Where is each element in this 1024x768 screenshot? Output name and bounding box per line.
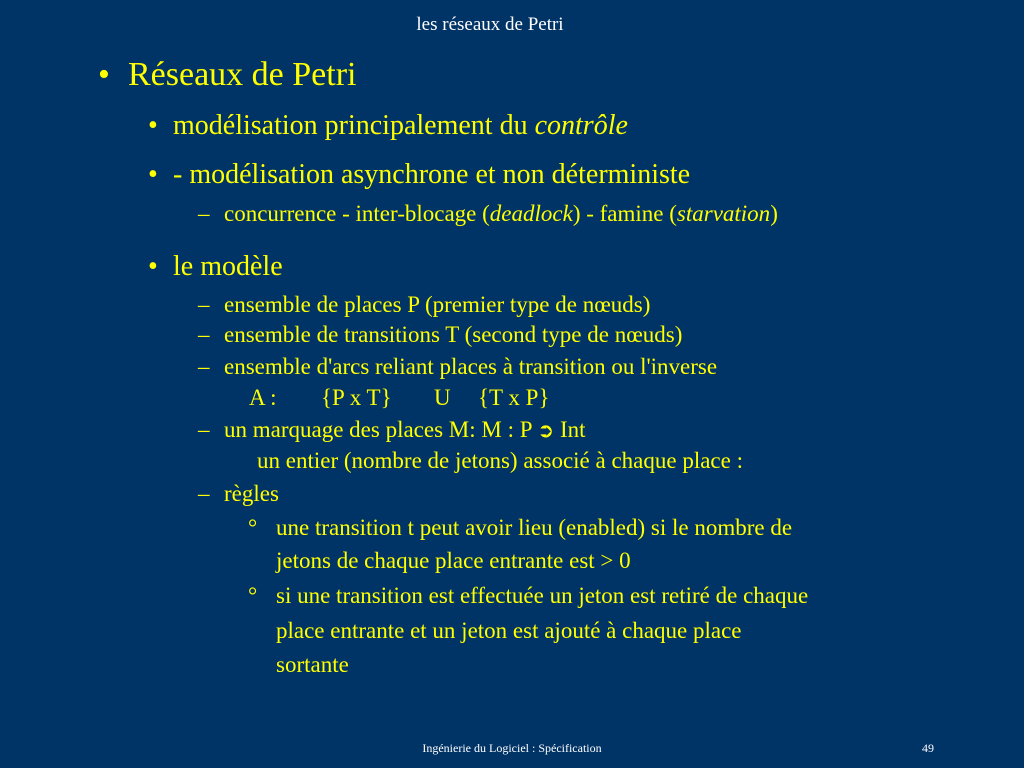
sub-places <box>198 292 651 317</box>
rule-line: si une transition est effectuée un jeton est retiré de chaque <box>276 583 809 608</box>
footer-course: Ingénierie du Logiciel : Spécification <box>422 741 602 755</box>
bullet-marker: • <box>148 251 158 282</box>
main-bullet-text: Réseaux de Petri <box>128 56 357 93</box>
sub-text: ensemble de transitions T (second type de nœuds) <box>224 322 683 347</box>
sub-arcs <box>198 354 718 379</box>
bullet-text: le modèle <box>173 251 283 282</box>
sub-text: ensemble d'arcs reliant places à transition ou l'inverse <box>224 354 718 379</box>
emphasis-deadlock: deadlock <box>489 201 573 226</box>
sub-transitions <box>198 322 683 347</box>
concurrence-text: concurrence - inter-blocage ( <box>224 201 490 226</box>
arcs-formula-a: A : <box>249 385 277 410</box>
dash-marker: – <box>198 481 210 506</box>
sub-text: règles <box>224 481 279 506</box>
sub-concurrence <box>198 201 778 226</box>
rule-fire-cont2: sortante <box>276 652 349 677</box>
bullet-marker: • <box>148 110 158 141</box>
bullet-marker: • <box>98 56 110 93</box>
dash-marker: – <box>198 292 210 317</box>
rule-fire <box>248 583 809 608</box>
rule-enabled <box>248 515 793 540</box>
dash-marker: – <box>198 201 210 226</box>
emphasis-starvation: starvation <box>676 201 771 226</box>
bullet-text: - modélisation asynchrone et non déterministe <box>173 159 691 190</box>
marking-int: Int <box>554 417 586 442</box>
arcs-formula-union: U <box>434 385 451 410</box>
marking-text: un marquage des places M: M : P <box>224 417 538 442</box>
bullet-control-modeling <box>148 110 628 141</box>
sub-marking <box>198 417 586 442</box>
dash-marker: – <box>198 354 210 379</box>
emphasis-controle: contrôle <box>534 110 628 141</box>
marking-description: un entier (nombre de jetons) associé à chaque place : <box>257 448 743 473</box>
degree-marker: ° <box>248 583 258 608</box>
arcs-formula-txp: {T x P} <box>478 385 550 410</box>
arcs-formula-pxt: {P x T} <box>321 385 392 410</box>
sub-rules <box>198 481 279 506</box>
degree-marker: ° <box>248 515 258 540</box>
dash-marker: – <box>198 322 210 347</box>
closing-paren: ) <box>770 201 778 226</box>
famine-text: ) - famine ( <box>572 201 677 226</box>
rule-enabled-cont: jetons de chaque place entrante est > 0 <box>276 548 631 573</box>
dash-marker: – <box>198 417 210 442</box>
sub-text: ensemble de places P (premier type de nœuds) <box>224 292 651 317</box>
bullet-model <box>148 251 283 282</box>
rule-line: une transition t peut avoir lieu (enabled) si le nombre de <box>276 515 793 540</box>
bullet-marker: • <box>148 159 158 190</box>
bullet-text: modélisation principalement du <box>173 110 535 141</box>
bullet-async-modeling <box>148 159 691 190</box>
page-number: 49 <box>922 741 934 755</box>
rule-fire-cont1: place entrante et un jeton est ajouté à chaque place <box>276 618 742 643</box>
arrow-icon: ➲ <box>537 418 555 442</box>
page-header: les réseaux de Petri <box>416 14 564 35</box>
main-bullet-petri <box>98 56 357 93</box>
